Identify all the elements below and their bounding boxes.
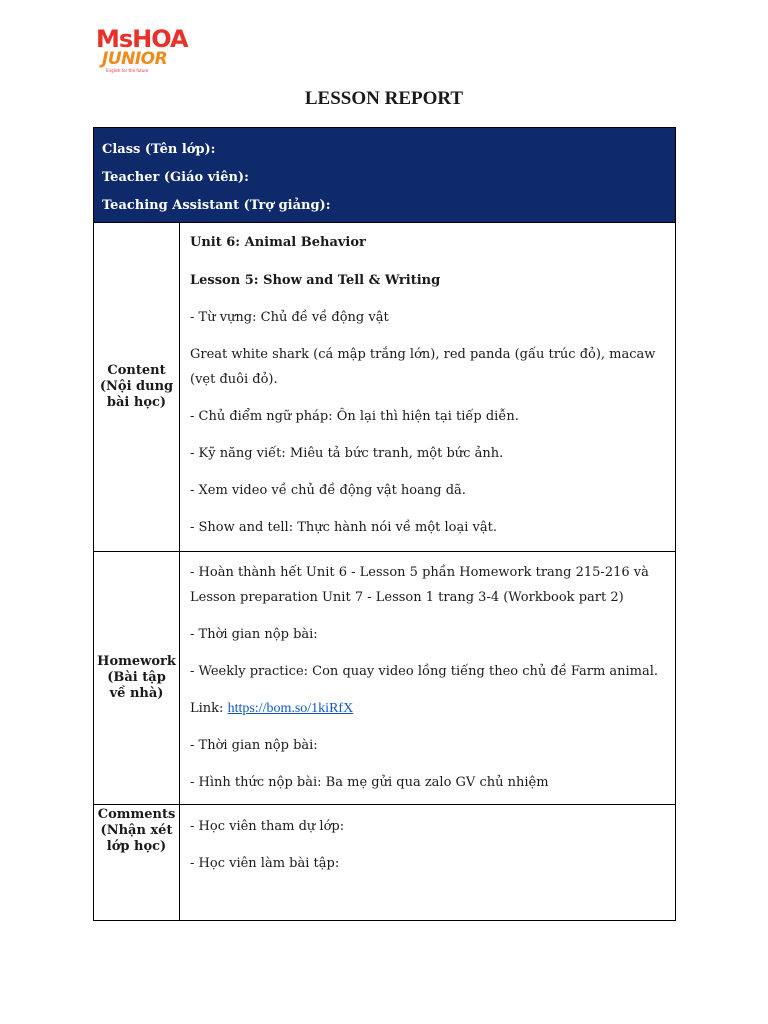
comments-label: Comments (Nhận xét lớp học) xyxy=(94,805,180,920)
lesson-title: Lesson 5: Show and Tell & Writing xyxy=(190,273,441,288)
homework-link[interactable]: https://bom.so/1kiRfX xyxy=(227,701,354,716)
content-row xyxy=(94,222,675,551)
submit-method: - Hình thức nộp bài: Ba mẹ gửi qua zalo GV chủ nhiệm xyxy=(190,775,549,790)
weekly-deadline: - Thời gian nộp bài: xyxy=(190,738,318,753)
weekly-practice: - Weekly practice: Con quay video lồng tiếng theo chủ đề Farm animal. xyxy=(190,664,659,679)
content-item-vocabulary: - Từ vựng: Chủ đề về động vật xyxy=(190,310,389,325)
homework-label: Homework (Bài tập về nhà) xyxy=(94,552,180,804)
teacher-label: Teacher (Giáo viên): xyxy=(102,170,249,185)
class-label: Class (Tên lớp): xyxy=(102,142,216,157)
report-header xyxy=(94,128,675,222)
logo-tagline: English for the future xyxy=(106,68,149,73)
link-prefix: Link: xyxy=(190,701,228,716)
comments-row xyxy=(94,804,675,920)
homework-cell xyxy=(180,552,675,804)
content-item-words: Great white shark (cá mập trắng lớn), red panda (gấu trúc đỏ), macaw (vẹt đuôi đỏ). xyxy=(190,347,656,387)
link-line xyxy=(190,696,665,721)
teaching-assistant-label: Teaching Assistant (Trợ giảng): xyxy=(102,198,331,213)
comments-cell xyxy=(180,805,675,920)
logo xyxy=(96,26,196,72)
page-title: LESSON REPORT xyxy=(304,88,464,109)
content-item-writing: - Kỹ năng viết: Miêu tả bức tranh, một bức ảnh. xyxy=(190,446,504,461)
homework-item: - Hoàn thành hết Unit 6 - Lesson 5 phần Homework trang 215-216 và Lesson preparation Unit 7 - Lesson 1 trang 3-4 (Workbook part 2) xyxy=(190,565,649,605)
content-cell xyxy=(180,223,675,551)
lesson-report-table xyxy=(93,127,676,921)
content-item-video: - Xem video về chủ đề động vật hoang dã. xyxy=(190,483,466,498)
homework-comment: - Học viên làm bài tập: xyxy=(190,856,340,871)
content-item-grammar: - Chủ điểm ngữ pháp: Ôn lại thì hiện tại tiếp diễn. xyxy=(190,409,519,424)
attendance-comment: - Học viên tham dự lớp: xyxy=(190,819,345,834)
content-label: Content (Nội dung bài học) xyxy=(94,223,180,551)
logo-text-main: MsHOA xyxy=(96,25,188,53)
content-item-show-and-tell: - Show and tell: Thực hành nói về một loại vật. xyxy=(190,520,497,535)
homework-row xyxy=(94,551,675,804)
logo-text-sub: JUNIOR xyxy=(102,49,168,69)
homework-deadline: - Thời gian nộp bài: xyxy=(190,627,318,642)
unit-title: Unit 6: Animal Behavior xyxy=(190,235,366,250)
